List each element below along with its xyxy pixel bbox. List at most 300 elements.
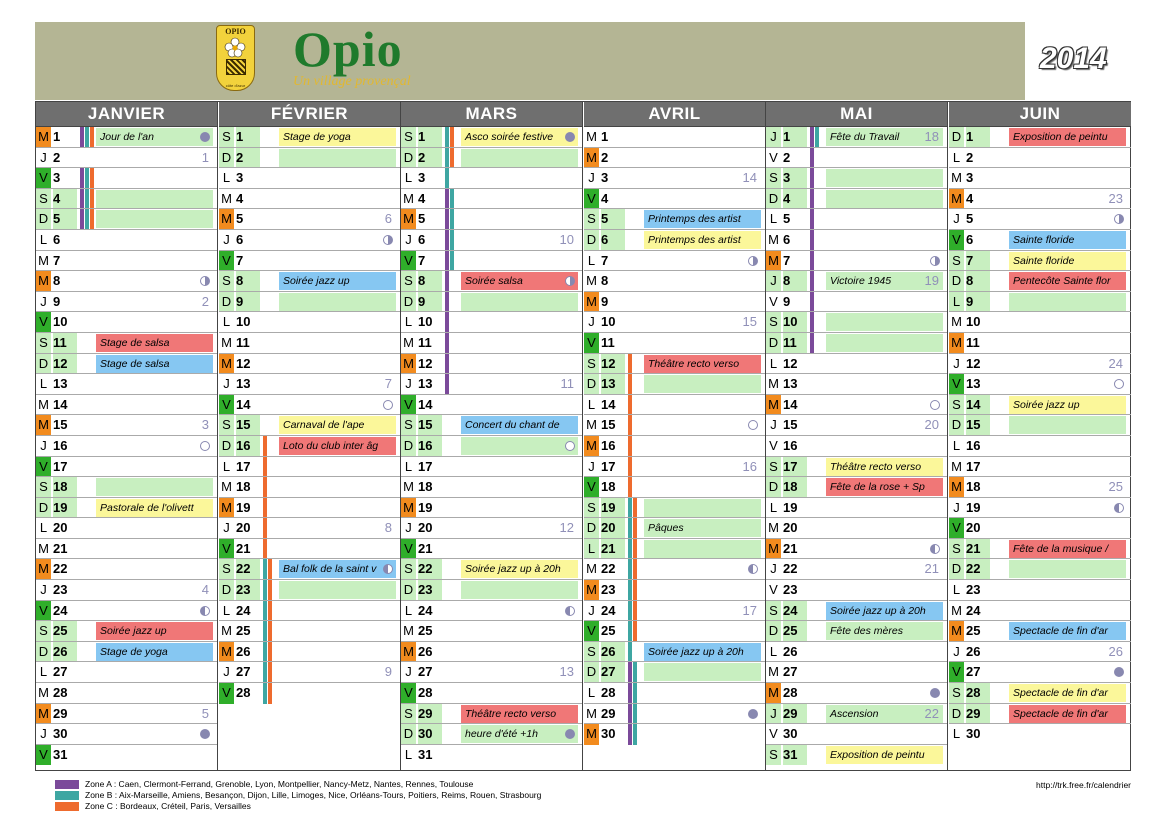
day-row[interactable] (584, 251, 765, 272)
day-number: 26 (53, 642, 77, 662)
day-row[interactable] (36, 457, 217, 478)
day-number: 17 (418, 458, 433, 474)
new-moon-icon (1114, 667, 1124, 677)
day-row[interactable] (766, 683, 947, 704)
day-row[interactable] (36, 498, 217, 519)
school-holiday-zone-b-bar (628, 498, 632, 518)
day-row[interactable] (36, 724, 217, 745)
day-row[interactable] (401, 395, 582, 416)
day-row[interactable] (949, 559, 1131, 580)
event-label[interactable]: Stage de yoga (96, 643, 213, 661)
day-row[interactable] (584, 498, 765, 519)
day-row[interactable] (949, 601, 1131, 622)
event-label[interactable]: Fête de la rose + Sp (826, 478, 943, 496)
day-row[interactable] (949, 395, 1131, 416)
event-label[interactable]: Sainte floride (1009, 252, 1126, 270)
week-number: 9 (384, 664, 392, 680)
day-row[interactable] (219, 374, 400, 395)
day-row[interactable] (401, 457, 582, 478)
day-row[interactable] (584, 271, 765, 292)
event-label[interactable]: Printemps des artist (644, 231, 761, 249)
weekday-letter: V (219, 683, 234, 704)
day-row[interactable] (766, 477, 947, 498)
day-row[interactable] (219, 148, 400, 169)
day-row[interactable] (219, 477, 400, 498)
day-row[interactable] (219, 230, 400, 251)
day-row[interactable] (584, 209, 765, 230)
day-row[interactable] (36, 518, 217, 539)
day-row[interactable] (766, 271, 947, 292)
day-row[interactable] (36, 559, 217, 580)
day-number: 1 (783, 127, 807, 147)
weekday-letter: J (405, 520, 412, 536)
day-row[interactable] (36, 395, 217, 416)
event-label[interactable]: Pâques (644, 519, 761, 537)
day-row[interactable] (219, 189, 400, 210)
day-row[interactable] (766, 395, 947, 416)
day-row[interactable] (949, 168, 1131, 189)
day-row[interactable] (219, 292, 400, 313)
event-label[interactable]: Fête du Travail (826, 128, 943, 146)
event-label[interactable]: Stage de salsa (96, 334, 213, 352)
school-holiday-zone-c-bar (263, 518, 267, 538)
day-row[interactable] (219, 662, 400, 683)
day-row[interactable] (949, 374, 1131, 395)
day-number: 4 (53, 189, 77, 209)
day-number: 8 (53, 273, 61, 289)
school-holiday-zone-b-bar (85, 127, 89, 147)
event-label[interactable]: Ascension (826, 705, 943, 723)
day-row[interactable] (219, 395, 400, 416)
weekday-letter: M (768, 376, 779, 392)
day-row[interactable] (36, 374, 217, 395)
day-row[interactable] (766, 415, 947, 436)
day-row[interactable] (401, 518, 582, 539)
day-row[interactable] (949, 415, 1131, 436)
event-label[interactable]: Pastorale de l'olivett (96, 499, 213, 517)
day-row[interactable] (36, 312, 217, 333)
day-row[interactable] (36, 354, 217, 375)
day-row[interactable] (584, 333, 765, 354)
event-label[interactable]: Fête des mères (826, 622, 943, 640)
event-label[interactable]: Spectacle de fin d'ar (1009, 622, 1126, 640)
day-row[interactable] (219, 621, 400, 642)
day-row[interactable] (766, 580, 947, 601)
weekday-letter: L (39, 231, 48, 247)
day-row[interactable] (584, 395, 765, 416)
day-row[interactable] (36, 415, 217, 436)
school-holiday-zone-c-bar (633, 580, 637, 600)
day-row[interactable] (949, 436, 1131, 457)
weekday-letter: M (586, 417, 597, 433)
day-row[interactable] (219, 580, 400, 601)
day-row[interactable] (36, 436, 217, 457)
weekday-letter: M (401, 642, 416, 662)
day-row[interactable] (949, 518, 1131, 539)
day-row[interactable] (766, 662, 947, 683)
weekend-band (644, 499, 761, 517)
event-label[interactable]: Carnaval de l'ape (279, 416, 396, 434)
day-number: 10 (53, 314, 68, 330)
day-row[interactable] (949, 457, 1131, 478)
day-row[interactable] (584, 724, 765, 745)
day-row[interactable] (584, 559, 765, 580)
day-number: 5 (236, 211, 244, 227)
school-holiday-zone-b-bar (445, 168, 449, 188)
day-row[interactable] (401, 539, 582, 560)
day-row[interactable] (766, 704, 947, 725)
day-number: 30 (966, 726, 981, 742)
event-label[interactable]: Soirée jazz up à 20h (826, 602, 943, 620)
day-row[interactable] (401, 271, 582, 292)
day-row[interactable] (219, 457, 400, 478)
day-row[interactable] (36, 271, 217, 292)
day-row[interactable] (949, 189, 1131, 210)
event-label[interactable]: Concert du chant de (461, 416, 578, 434)
day-row[interactable] (584, 601, 765, 622)
day-row[interactable] (584, 539, 765, 560)
day-row[interactable] (584, 662, 765, 683)
day-row[interactable] (766, 374, 947, 395)
holiday-zones-legend (55, 779, 541, 812)
day-row[interactable] (401, 230, 582, 251)
weekday-letter: M (219, 209, 234, 229)
day-number: 11 (236, 334, 250, 350)
month-column (401, 102, 583, 770)
day-row[interactable] (766, 354, 947, 375)
event-label[interactable]: Théâtre recto verso (461, 705, 578, 723)
event-label[interactable]: Spectacle de fin d'ar (1009, 705, 1126, 723)
day-row[interactable] (401, 559, 582, 580)
event-label[interactable]: Fête de la musique / (1009, 540, 1126, 558)
day-row[interactable] (36, 477, 217, 498)
day-row[interactable] (949, 477, 1131, 498)
day-row[interactable] (584, 580, 765, 601)
day-row[interactable] (219, 683, 400, 704)
day-row[interactable] (401, 251, 582, 272)
day-number: 26 (601, 642, 625, 662)
event-label[interactable]: Exposition de peintu (826, 746, 943, 764)
event-label[interactable]: Soirée jazz up (96, 622, 213, 640)
day-row[interactable] (219, 271, 400, 292)
school-holiday-zone-b-bar (628, 601, 632, 621)
day-row[interactable] (219, 209, 400, 230)
day-row[interactable] (36, 683, 217, 704)
day-row[interactable] (766, 436, 947, 457)
school-holiday-zone-a-bar (445, 354, 449, 374)
event-label[interactable]: Théâtre recto verso (644, 355, 761, 373)
day-row[interactable] (219, 436, 400, 457)
day-number: 20 (418, 520, 433, 536)
day-row[interactable] (584, 374, 765, 395)
day-row[interactable] (949, 498, 1131, 519)
day-row[interactable] (219, 642, 400, 663)
school-holiday-zone-c-bar (90, 127, 94, 147)
weekday-letter: M (584, 724, 599, 745)
weekday-letter: J (770, 561, 777, 577)
day-row[interactable] (36, 127, 217, 148)
day-row[interactable] (36, 704, 217, 725)
day-row[interactable] (401, 642, 582, 663)
weekday-letter: M (38, 540, 49, 556)
day-row[interactable] (401, 621, 582, 642)
event-label[interactable]: Exposition de peintu (1009, 128, 1126, 146)
event-label[interactable]: Sainte floride (1009, 231, 1126, 249)
event-label[interactable]: Soirée jazz up à 20h (644, 643, 761, 661)
day-number: 3 (601, 170, 609, 186)
day-row[interactable] (584, 354, 765, 375)
weekday-letter: S (949, 251, 964, 271)
day-number: 20 (236, 520, 251, 536)
day-row[interactable] (36, 539, 217, 560)
day-row[interactable] (36, 333, 217, 354)
school-holiday-zone-b-bar (628, 642, 632, 662)
day-row[interactable] (949, 662, 1131, 683)
event-label[interactable]: Victoire 1945 (826, 272, 943, 290)
day-row[interactable] (584, 477, 765, 498)
school-holiday-zone-c-bar (450, 127, 454, 147)
day-row[interactable] (401, 148, 582, 169)
week-number: 18 (924, 129, 939, 144)
day-row[interactable] (949, 148, 1131, 169)
event-label[interactable]: Loto du club inter âg (279, 437, 396, 455)
day-row[interactable] (766, 292, 947, 313)
weekday-letter: S (36, 333, 51, 353)
day-row[interactable] (219, 518, 400, 539)
school-holiday-zone-a-bar (445, 209, 449, 229)
day-row[interactable] (219, 127, 400, 148)
day-row[interactable] (584, 127, 765, 148)
day-row[interactable] (766, 209, 947, 230)
day-row[interactable] (401, 477, 582, 498)
day-row[interactable] (36, 148, 217, 169)
weekend-band (1009, 560, 1126, 578)
day-row[interactable] (401, 292, 582, 313)
day-row[interactable] (219, 415, 400, 436)
day-row[interactable] (219, 539, 400, 560)
day-row[interactable] (219, 168, 400, 189)
weekday-letter: S (584, 354, 599, 374)
day-row[interactable] (766, 189, 947, 210)
event-label[interactable]: Soirée jazz up (1009, 396, 1126, 414)
day-row[interactable] (584, 457, 765, 478)
day-row[interactable] (949, 230, 1131, 251)
school-holiday-zone-a-bar (810, 168, 814, 188)
school-holiday-zone-b-bar (263, 662, 267, 682)
day-number: 28 (236, 685, 251, 701)
day-row[interactable] (401, 436, 582, 457)
day-row[interactable] (36, 580, 217, 601)
new-moon-icon (200, 729, 210, 739)
day-row[interactable] (36, 168, 217, 189)
day-row[interactable] (219, 559, 400, 580)
event-label[interactable]: Soirée jazz up (279, 272, 396, 290)
day-row[interactable] (219, 251, 400, 272)
day-row[interactable] (401, 127, 582, 148)
day-row[interactable] (36, 745, 217, 766)
weekday-letter: M (766, 539, 781, 559)
day-row[interactable] (584, 148, 765, 169)
zone-b-swatch (55, 791, 79, 800)
weekday-letter: J (40, 149, 47, 165)
day-row[interactable] (401, 312, 582, 333)
day-row[interactable] (401, 601, 582, 622)
event-label[interactable]: Spectacle de fin d'ar (1009, 684, 1126, 702)
day-row[interactable] (766, 621, 947, 642)
day-row[interactable] (949, 271, 1131, 292)
day-row[interactable] (766, 127, 947, 148)
day-row[interactable] (584, 189, 765, 210)
weekday-letter: M (766, 683, 781, 703)
full-moon-icon (930, 400, 940, 410)
weekday-letter: L (952, 582, 961, 598)
day-row[interactable] (949, 354, 1131, 375)
day-row[interactable] (219, 354, 400, 375)
day-row[interactable] (766, 642, 947, 663)
day-row[interactable] (36, 662, 217, 683)
day-row[interactable] (766, 724, 947, 745)
school-holiday-zone-c-bar (628, 354, 632, 374)
day-row[interactable] (36, 642, 217, 663)
day-row[interactable] (584, 312, 765, 333)
school-holiday-zone-a-bar (810, 230, 814, 250)
school-holiday-zone-a-bar (628, 724, 632, 745)
day-row[interactable] (401, 374, 582, 395)
weekday-letter: D (401, 292, 416, 312)
day-number: 14 (601, 396, 616, 412)
event-label[interactable]: Bal folk de la saint v (279, 560, 396, 578)
day-row[interactable] (219, 601, 400, 622)
event-label[interactable]: Soirée salsa (461, 272, 578, 290)
day-row[interactable] (949, 621, 1131, 642)
day-row[interactable] (766, 498, 947, 519)
school-holiday-zone-a-bar (445, 230, 449, 250)
day-row[interactable] (401, 745, 582, 766)
day-row[interactable] (401, 580, 582, 601)
day-row[interactable] (766, 518, 947, 539)
day-row[interactable] (766, 333, 947, 354)
day-row[interactable] (36, 292, 217, 313)
day-row[interactable] (36, 251, 217, 272)
day-row[interactable] (949, 292, 1131, 313)
day-row[interactable] (401, 209, 582, 230)
event-label[interactable]: Printemps des artist (644, 210, 761, 228)
day-number: 6 (236, 231, 244, 247)
day-row[interactable] (401, 168, 582, 189)
event-label[interactable]: Soirée jazz up à 20h (461, 560, 578, 578)
event-label[interactable]: Jour de l'an (96, 128, 213, 146)
weekday-letter: M (584, 148, 599, 168)
day-number: 18 (236, 479, 251, 495)
day-row[interactable] (401, 683, 582, 704)
day-row[interactable] (766, 230, 947, 251)
weekday-letter: M (949, 189, 964, 209)
day-number: 12 (418, 355, 433, 371)
day-row[interactable] (766, 312, 947, 333)
day-row[interactable] (401, 189, 582, 210)
event-label[interactable]: Stage de salsa (96, 355, 213, 373)
event-label[interactable]: Stage de yoga (279, 128, 396, 146)
event-label[interactable]: Théâtre recto verso (826, 458, 943, 476)
day-row[interactable] (36, 230, 217, 251)
day-row[interactable] (949, 724, 1131, 745)
day-row[interactable] (766, 457, 947, 478)
day-row[interactable] (584, 642, 765, 663)
school-holiday-zone-b-bar (633, 724, 637, 745)
day-row[interactable] (949, 312, 1131, 333)
day-row[interactable] (219, 498, 400, 519)
day-row[interactable] (36, 621, 217, 642)
day-row[interactable] (584, 292, 765, 313)
day-row[interactable] (36, 601, 217, 622)
day-row[interactable] (766, 559, 947, 580)
day-row[interactable] (584, 415, 765, 436)
new-moon-icon (565, 132, 575, 142)
day-row[interactable] (949, 209, 1131, 230)
day-row[interactable] (584, 436, 765, 457)
day-row[interactable] (584, 704, 765, 725)
last-quarter-moon-icon (565, 606, 575, 616)
day-row[interactable] (584, 621, 765, 642)
weekday-letter: M (586, 129, 597, 144)
day-row[interactable] (949, 642, 1131, 663)
source-url[interactable]: http://trk.free.fr/calendrier (1036, 780, 1131, 790)
day-row[interactable] (949, 251, 1131, 272)
day-row[interactable] (219, 333, 400, 354)
event-label[interactable]: heure d'été +1h (461, 725, 578, 743)
weekday-letter: D (766, 333, 781, 353)
day-row[interactable] (36, 209, 217, 230)
week-number: 25 (1108, 479, 1123, 495)
day-row[interactable] (949, 704, 1131, 725)
day-row[interactable] (584, 683, 765, 704)
day-row[interactable] (36, 189, 217, 210)
day-row[interactable] (401, 662, 582, 683)
day-row[interactable] (401, 415, 582, 436)
day-row[interactable] (949, 683, 1131, 704)
day-row[interactable] (766, 745, 947, 766)
day-row[interactable] (401, 333, 582, 354)
day-row[interactable] (401, 354, 582, 375)
event-label[interactable]: Pentecôte Sainte flor (1009, 272, 1126, 290)
day-number: 25 (601, 623, 616, 639)
day-row[interactable] (949, 539, 1131, 560)
day-row[interactable] (219, 312, 400, 333)
day-row[interactable] (584, 230, 765, 251)
event-label[interactable]: Asco soirée festive (461, 128, 578, 146)
day-row[interactable] (766, 168, 947, 189)
day-row[interactable] (766, 601, 947, 622)
full-moon-icon (383, 400, 393, 410)
day-row[interactable] (766, 539, 947, 560)
day-row[interactable] (949, 580, 1131, 601)
day-row[interactable] (949, 127, 1131, 148)
day-row[interactable] (401, 724, 582, 745)
weekend-band (279, 581, 396, 599)
day-row[interactable] (766, 251, 947, 272)
week-number: 13 (559, 664, 574, 680)
day-row[interactable] (584, 518, 765, 539)
day-number: 16 (783, 437, 798, 453)
day-row[interactable] (584, 168, 765, 189)
weekday-letter: D (36, 354, 51, 374)
day-row[interactable] (766, 148, 947, 169)
day-row[interactable] (949, 333, 1131, 354)
school-holiday-zone-b-bar (263, 601, 267, 621)
day-row[interactable] (401, 498, 582, 519)
day-row[interactable] (401, 704, 582, 725)
weekday-letter: S (401, 415, 416, 435)
